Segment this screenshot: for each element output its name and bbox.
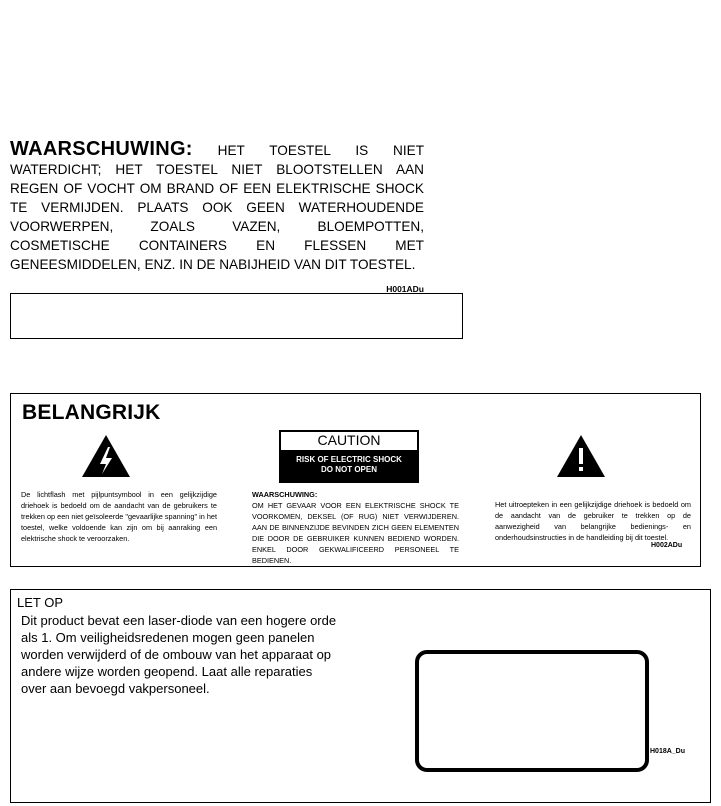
important-code: H002ADu bbox=[651, 542, 683, 549]
important-title: BELANGRIJK bbox=[22, 401, 161, 424]
lightning-triangle-icon bbox=[81, 434, 131, 478]
laser-label-frame bbox=[415, 650, 649, 772]
caution-line-2: DO NOT OPEN bbox=[320, 465, 377, 474]
laser-notice-box bbox=[10, 589, 711, 803]
warning-text: HET TOESTEL IS NIET WATERDICHT; HET TOESTEL NIET BLOOTSTELLEN AAN REGEN OF VOCHT OM BRAND OF EEN ELEKTRISCHE SHOCK TE VERMIJDEN. PLAATS OOK GEEN WATERHOUDENDE VOORWERPEN, ZOALS VAZEN, BLOEMPOTTEN, COSMETISCHE CONTAINERS EN FLESSEN MET GENEESMIDDELEN, ENZ. IN DE NABIJHEID VAN DIT TOESTEL. bbox=[10, 143, 425, 272]
caution-subtext bbox=[281, 450, 417, 481]
mid-heading: WAARSCHUWING: bbox=[252, 490, 318, 499]
warning-heading: WAARSCHUWING: bbox=[10, 138, 193, 160]
warning-explanation bbox=[252, 489, 459, 566]
laser-notice-title: LET OP bbox=[17, 595, 64, 610]
caution-line-1: RISK OF ELECTRIC SHOCK bbox=[296, 455, 402, 464]
exclamation-explanation-text: Het uitroepteken in een gelijkzijdige driehoek is bedoeld om de aandacht van de gebruiker te trekken op de aanwezigheid van belangrijke bedienings- en onderhoudsinstructies in de handleiding bij dit toestel. bbox=[495, 500, 691, 542]
laser-notice-text: Dit product bevat een laser-diode van een hogere orde als 1. Om veiligheidsredenen mogen geen panelen worden verwijderd of de ombouw van het apparaat op andere wijze worden geopend. Laat alle reparaties over aan bevoegd vakpersoneel. bbox=[21, 613, 337, 696]
warning-code: H001ADu bbox=[386, 284, 424, 294]
mid-text: OM HET GEVAAR VOOR EEN ELEKTRISCHE SHOCK TE VOORKOMEN, DEKSEL (OF RUG) NIET VERWIJDEREN. AAN DE BINNENZIJDE BEVINDEN ZICH GEEN ELEMENTEN DIE DOOR DE GEBRUIKER KUNNEN BEDIEND WORDEN. ENKEL DOOR GEKWALIFICEERD PERSONEEL TE BEDIENEN. bbox=[252, 501, 459, 565]
important-box bbox=[10, 393, 701, 567]
caution-label bbox=[279, 430, 419, 483]
warning-paragraph bbox=[10, 140, 424, 299]
exclamation-triangle-icon bbox=[556, 434, 606, 478]
caution-title: CAUTION bbox=[317, 432, 381, 448]
flash-explanation-text: De lichtflash met pijlpuntsymbool in een gelijkzijdige driehoek is bedoeld om de aandacht van de gebruikers te trekken op een niet geïsoleerde "gevaarlijke spanning" in het toestel, welke voldoende kan zijn om bij aanraking een elektrische shock te veroorzaken. bbox=[21, 490, 217, 543]
empty-notice-box bbox=[10, 293, 463, 339]
laser-notice-code: H018A_Du bbox=[650, 748, 686, 755]
